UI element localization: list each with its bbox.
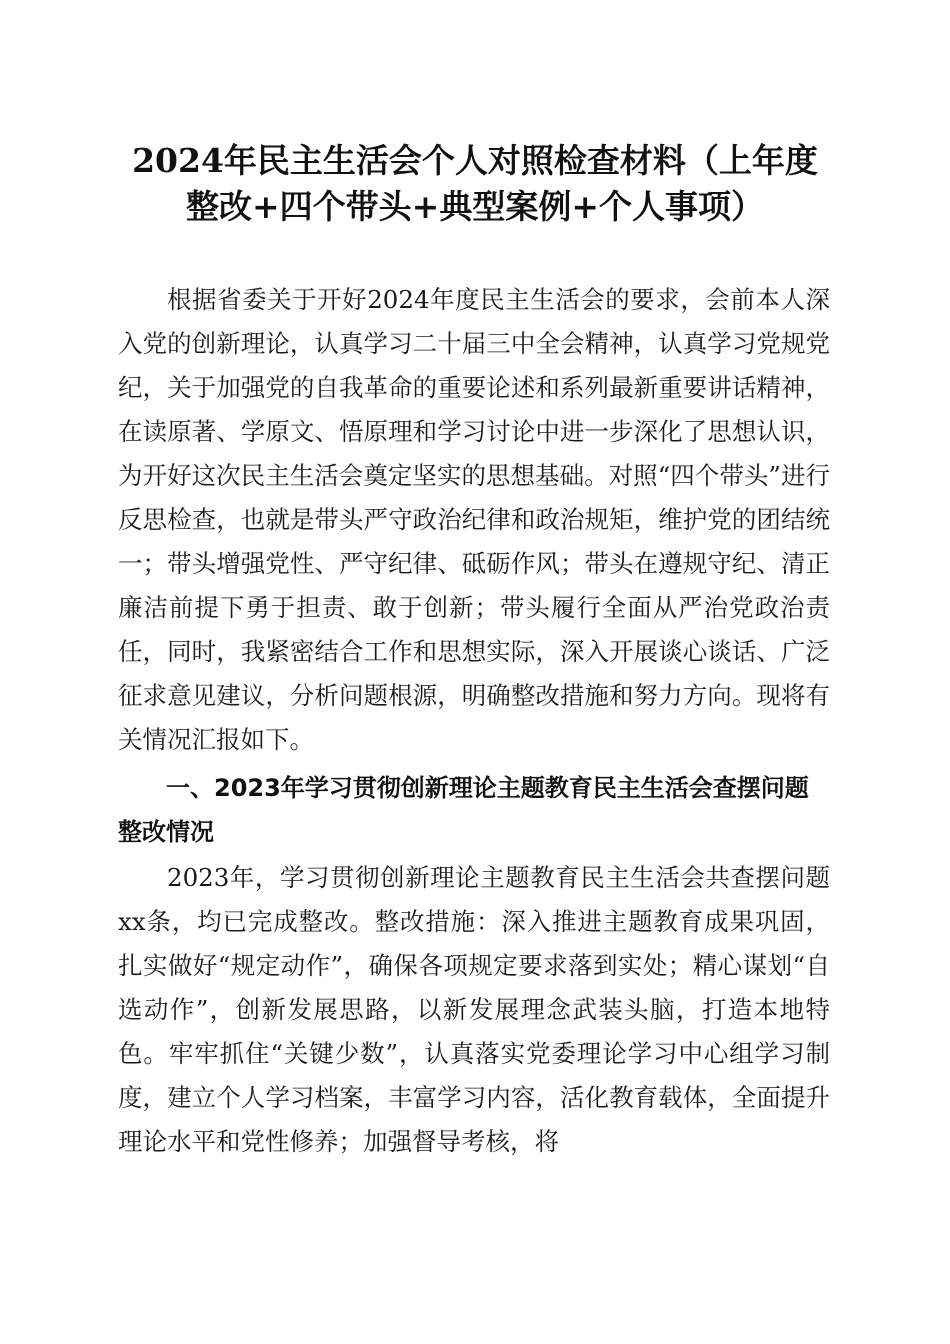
section-1-heading: 一、2023年学习贯彻创新理论主题教育民主生活会查摆问题整改情况 — [118, 774, 809, 846]
intro-paragraph: 根据省委关于开好2024年度民主生活会的要求，会前本人深入党的创新理论，认真学习二十届三中全会精神，认真学习党规党纪，关于加强党的自我革命的重要论述和系列最新重要讲话精神，在读原著、学原文、悟原理和学习讨论中进一步深化了思想认识，为开好这次民主生活会奠定坚实的思想基础。对照“四个带头”进行反思检查，也就是带头严守政治纪律和政治规矩，维护党的团结统一；带头增强党性、严守纪律、砥砺作风；带头在遵规守纪、清正廉洁前提下勇于担责、敢于创新；带头履行全面从严治党政治责任，同时，我紧密结合工作和思想实际，深入开展谈心谈话、广泛征求意见建议，分析问题根源，明确整改措施和努力方向。现将有关情况汇报如下。 — [118, 285, 830, 754]
section-1-paragraph: 2023年，学习贯彻创新理论主题教育民主生活会共查摆问题xx条，均已完成整改。整改措施：深入推进主题教育成果巩固，扎实做好“规定动作”，确保各项规定要求落到实处；精心谋划“自选动作”，创新发展思路，以新发展理念武装头脑，打造本地特色。牢牢抓住“关键少数”，认真落实党委理论学习中心组学习制度，建立个人学习档案，丰富学习内容，活化教育载体，全面提升理论水平和党性修养；加强督导考核，将 — [118, 863, 830, 1156]
document-title: 2024年民主生活会个人对照检查材料（上年度整改+四个带头+典型案例+个人事项） — [132, 141, 818, 226]
